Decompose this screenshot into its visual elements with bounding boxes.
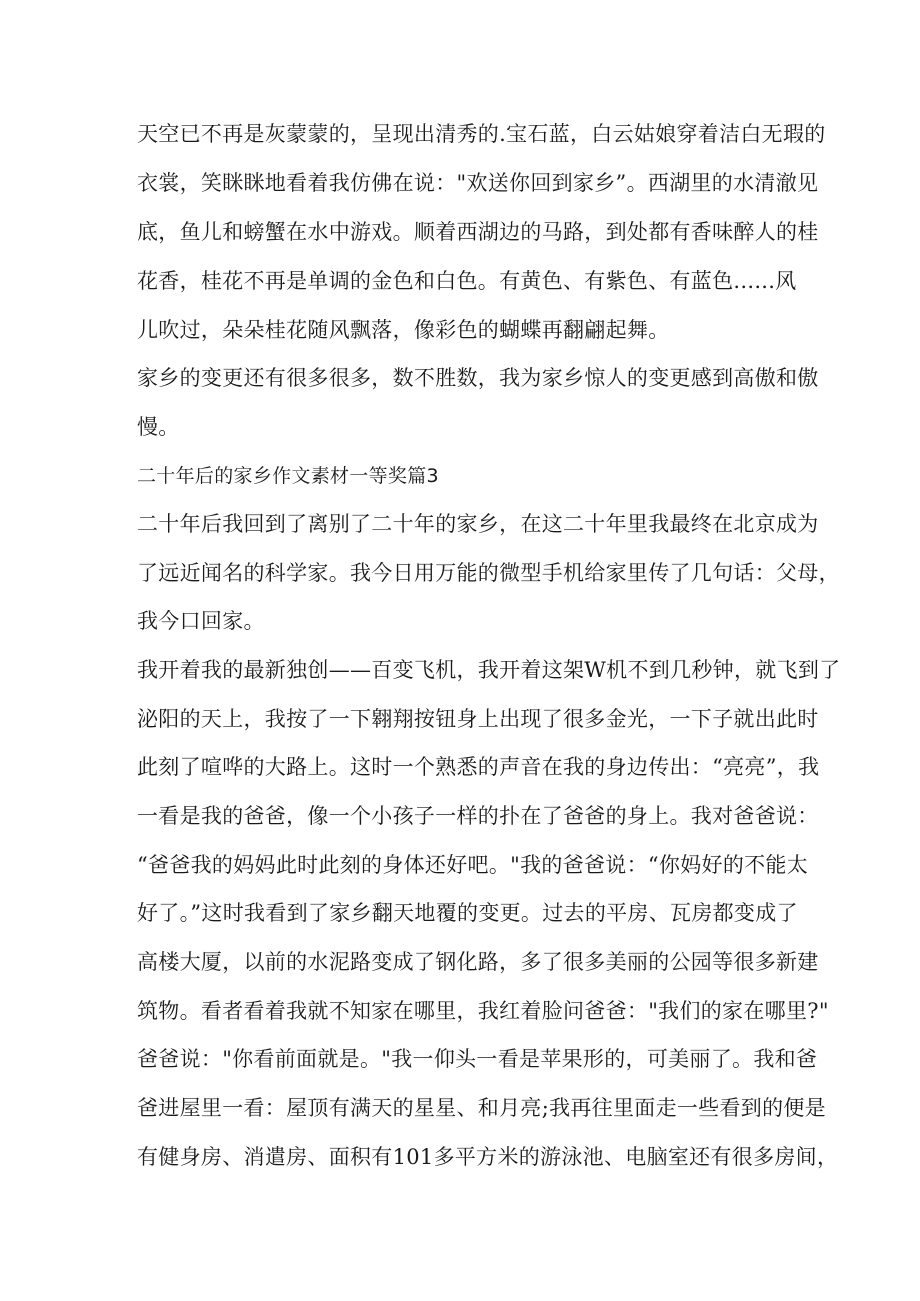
text-line: 此刻了喧哗的大路上。这时一个熟悉的声音在我的身边传出：“亮亮”，我 — [137, 755, 820, 779]
text-line: 泌阳的天上，我按了一下翱翔按钮身上出现了很多金光，一下子就出此时 — [137, 707, 819, 731]
text-line: 我今口回家。 — [137, 609, 265, 633]
text-line: 好了。”这时我看到了家乡翻天地覆的变更。过去的平房、瓦房都变成了 — [137, 901, 798, 925]
text-line: 底，鱼儿和螃蟹在水中游戏。顺着西湖边的马路，到处都有香味醉人的桂 — [137, 220, 819, 244]
text-line: 我开着我的最新独创——百变飞机，我开着这架W机不到几秒钟，就飞到了 — [137, 658, 841, 682]
text-line: 爸进屋里一看：屋顶有满天的星星、和月亮;我再往里面走一些看到的便是 — [137, 1096, 826, 1120]
text-line: “爸爸我的妈妈此时此刻的身体还好吧。"我的爸爸说：“你妈好的不能太 — [137, 853, 809, 877]
text-line: 儿吹过，朵朵桂花随风飘落，像彩色的蝴蝶再翻翩起舞。 — [137, 318, 670, 342]
text-line: 天空已不再是灰蒙蒙的，呈现出清秀的.宝石蓝，白云姑娘穿着洁白无瑕的 — [137, 122, 826, 146]
text-line: 花香，桂花不再是单调的金色和白色。有黄色、有紫色、有蓝色......风 — [137, 269, 797, 293]
text-line: 爸爸说："你看前面就是。"我一仰头一看是苹果形的，可美丽了。我和爸 — [137, 1047, 818, 1071]
text-line: 家乡的变更还有很多很多，数不胜数，我为家乡惊人的变更感到高傲和傲 — [137, 366, 819, 390]
text-line: 有健身房、消遣房、面积有101多平方米的游泳池、电脑室还有很多房间， — [137, 1145, 839, 1169]
text-line: 二十年后我回到了离别了二十年的家乡，在这二十年里我最终在北京成为 — [137, 512, 819, 536]
text-line: 了远近闻名的科学家。我今日用万能的微型手机给家里传了几句话：父母， — [137, 561, 840, 585]
section-title: 二十年后的家乡作文素材一等奖篇3 — [137, 465, 439, 487]
text-line: 一看是我的爸爸，像一个小孩子一样的扑在了爸爸的身上。我对爸爸说： — [137, 804, 819, 828]
text-line: 衣裳，笑眯眯地看着我仿佛在说："欢送你回到家乡”。西湖里的水清澈见 — [137, 171, 819, 195]
text-line: 慢。 — [137, 415, 180, 439]
text-line: 筑物。看者看着我就不知家在哪里，我红着脸问爸爸："我们的家在哪里?" — [137, 999, 829, 1023]
text-line: 高楼大厦，以前的水泥路变成了钢化路，多了很多美丽的公园等很多新建 — [137, 950, 819, 974]
